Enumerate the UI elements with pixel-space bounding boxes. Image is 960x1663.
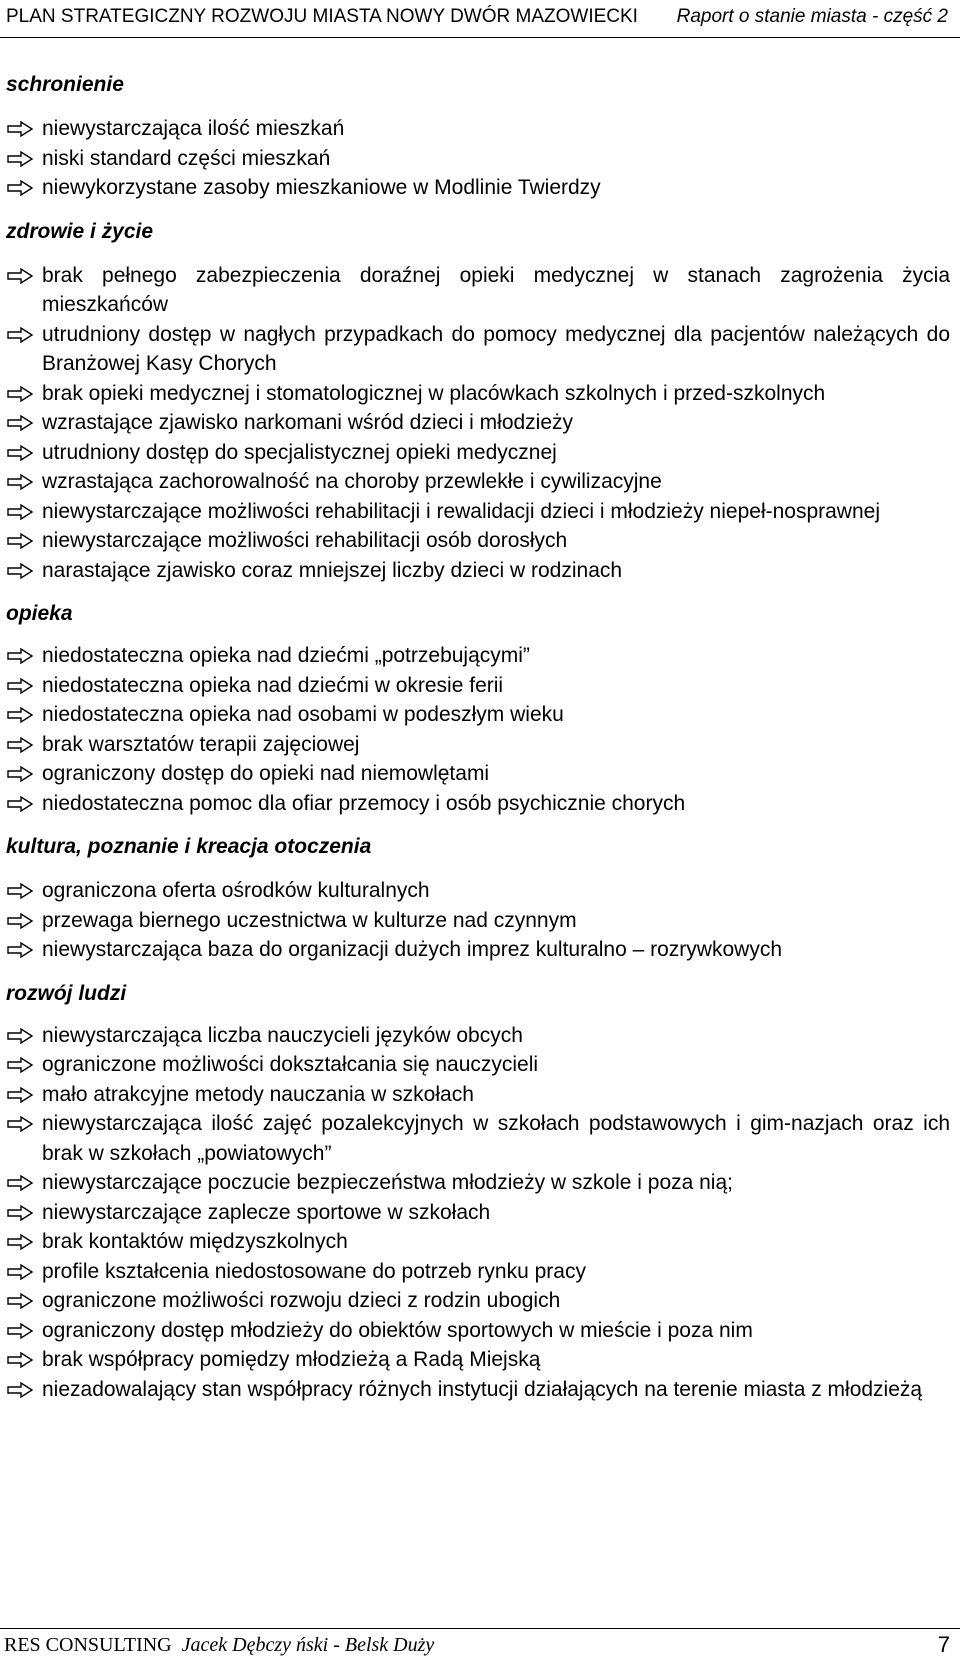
list-item-text: ograniczone możliwości rozwoju dzieci z rodzin ubogich bbox=[42, 1289, 561, 1312]
list-item-text: niewystarczające możliwości rehabilitacji i rewalidacji dzieci i młodzieży niepeł-nosprawnej bbox=[42, 499, 881, 523]
arrow-right-icon bbox=[6, 1205, 34, 1221]
list-item-text: niedostateczna opieka nad dziećmi „potrzebującymi” bbox=[42, 644, 530, 667]
list-item-text: brak współpracy pomiędzy młodzieżą a Radą Miejską bbox=[42, 1348, 541, 1371]
arrow-right-icon bbox=[6, 678, 34, 694]
arrow-right-icon bbox=[6, 1087, 34, 1103]
list-item-text: mało atrakcyjne metody nauczania w szkołach bbox=[42, 1082, 474, 1106]
list-item bbox=[6, 1050, 956, 1080]
list-item bbox=[6, 700, 956, 730]
list-item-text: niewystarczające możliwości rehabilitacji osób dorosłych bbox=[42, 529, 568, 552]
list-item bbox=[6, 1316, 956, 1346]
list-item-text: niewykorzystane zasoby mieszkaniowe w Modlinie Twierdzy bbox=[42, 176, 601, 199]
section-title: kultura, poznanie i kreacja otoczenia bbox=[6, 835, 372, 858]
header-title: PLAN STRATEGICZNY ROZWOJU MIASTA NOWY DWÓR MAZOWIECKI bbox=[6, 6, 638, 27]
list-item-text: ograniczony dostęp do opieki nad niemowlętami bbox=[42, 762, 490, 785]
arrow-right-icon bbox=[6, 1264, 34, 1280]
list-item-text: przewaga biernego uczestnictwa w kulturze nad czynnym bbox=[42, 908, 577, 932]
arrow-right-icon bbox=[6, 1234, 34, 1250]
list-item-text: niedostateczna pomoc dla ofiar przemocy i osób psychicznie chorych bbox=[42, 791, 686, 815]
list-item-text: narastające zjawisko coraz mniejszej liczby dzieci w rodzinach bbox=[42, 558, 623, 582]
arrow-right-icon bbox=[6, 121, 34, 137]
list-item bbox=[6, 730, 956, 760]
section-title: zdrowie i życie bbox=[6, 219, 154, 243]
list-item-text: ograniczony dostęp młodzieży do obiektów sportowych w mieście i poza nim bbox=[42, 1318, 753, 1342]
list-item-text: ograniczone możliwości dokształcania się nauczycieli bbox=[42, 1053, 539, 1076]
list-item-text: profile kształcenia niedostosowane do potrzeb rynku pracy bbox=[42, 1259, 586, 1283]
arrow-right-icon bbox=[6, 942, 34, 958]
list-item bbox=[6, 789, 956, 819]
section-title: opieka bbox=[6, 602, 73, 625]
arrow-right-icon bbox=[6, 504, 34, 520]
list-item-text: brak opieki medycznej i stomatologicznej w placówkach szkolnych i przed-szkolnych bbox=[42, 381, 826, 405]
list-item bbox=[6, 1286, 956, 1316]
arrow-right-icon bbox=[6, 445, 34, 461]
header-subtitle: Raport o stanie miasta - część 2 bbox=[676, 6, 948, 27]
list-item bbox=[6, 1375, 956, 1405]
arrow-right-icon bbox=[6, 913, 34, 929]
list-item bbox=[6, 935, 956, 965]
list-item bbox=[6, 526, 956, 556]
list-item-text: wzrastająca zachorowalność na choroby przewlekłe i cywilizacyjne bbox=[42, 470, 662, 493]
list-item bbox=[6, 876, 956, 906]
section-title: rozwój ludzi bbox=[6, 981, 127, 1005]
arrow-right-icon bbox=[6, 563, 34, 579]
arrow-right-icon bbox=[6, 151, 34, 167]
bullet-list bbox=[6, 1021, 956, 1405]
list-item bbox=[6, 671, 956, 701]
list-item bbox=[6, 114, 956, 144]
list-item bbox=[6, 173, 956, 203]
list-item bbox=[6, 1257, 956, 1287]
list-item bbox=[6, 641, 956, 671]
list-item-text: brak kontaktów międzyszkolnych bbox=[42, 1230, 348, 1253]
list-item-text: niedostateczna opieka nad dziećmi w okresie ferii bbox=[42, 673, 504, 697]
section bbox=[6, 70, 956, 203]
list-item-text: niewystarczająca ilość mieszkań bbox=[42, 117, 345, 140]
list-item bbox=[6, 1080, 956, 1110]
list-item bbox=[6, 320, 956, 379]
list-item-text: utrudniony dostęp w nagłych przypadkach do pomocy medycznej dla pacjentów należących do Branżowej Kasy Chorych bbox=[42, 322, 950, 375]
arrow-right-icon bbox=[6, 1293, 34, 1309]
section bbox=[6, 979, 956, 1405]
page-header bbox=[0, 0, 960, 38]
list-item bbox=[6, 1109, 956, 1168]
bullet-list bbox=[6, 114, 956, 203]
arrow-right-icon bbox=[6, 268, 34, 284]
list-item bbox=[6, 906, 956, 936]
list-item bbox=[6, 261, 956, 320]
arrow-right-icon bbox=[6, 474, 34, 490]
bullet-list bbox=[6, 876, 956, 965]
section bbox=[6, 832, 956, 965]
arrow-right-icon bbox=[6, 180, 34, 196]
arrow-right-icon bbox=[6, 883, 34, 899]
arrow-right-icon bbox=[6, 1352, 34, 1368]
list-item bbox=[6, 1021, 956, 1051]
arrow-right-icon bbox=[6, 533, 34, 549]
list-item bbox=[6, 497, 956, 527]
bullet-list bbox=[6, 641, 956, 818]
list-item-text: niewystarczające zaplecze sportowe w szkołach bbox=[42, 1200, 491, 1224]
arrow-right-icon bbox=[6, 737, 34, 753]
arrow-right-icon bbox=[6, 327, 34, 343]
list-item bbox=[6, 556, 956, 586]
page-number: 7 bbox=[937, 1632, 950, 1657]
document-body bbox=[6, 70, 956, 1404]
list-item-text: utrudniony dostęp do specjalistycznej opieki medycznej bbox=[42, 440, 557, 464]
list-item-text: niewystarczająca baza do organizacji dużych imprez kulturalno – rozrywkowych bbox=[42, 938, 782, 961]
list-item bbox=[6, 1345, 956, 1375]
list-item bbox=[6, 759, 956, 789]
footer-authors: Jacek Dębczy ński - Belsk Duży bbox=[181, 1634, 435, 1656]
section bbox=[6, 217, 956, 586]
list-item-text: niewystarczające poczucie bezpieczeństwa młodzieży w szkole i poza nią; bbox=[42, 1171, 733, 1194]
arrow-right-icon bbox=[6, 1323, 34, 1339]
section-title: schronienie bbox=[6, 73, 124, 96]
list-item-text: brak pełnego zabezpieczenia doraźnej opieki medycznej w stanach zagrożenia życia mieszkańców bbox=[42, 263, 950, 316]
list-item-text: niewystarczająca ilość zajęć pozalekcyjnych w szkołach podstawowych i gim-nazjach oraz ich brak w szkołach „powiatowych” bbox=[42, 1112, 950, 1165]
footer-company: RES CONSULTING bbox=[4, 1634, 172, 1656]
list-item-text: niski standard części mieszkań bbox=[42, 146, 331, 170]
list-item bbox=[6, 467, 956, 497]
list-item bbox=[6, 144, 956, 174]
footer-divider bbox=[0, 1628, 960, 1629]
bullet-list bbox=[6, 261, 956, 586]
footer-credits bbox=[4, 1634, 434, 1657]
arrow-right-icon bbox=[6, 707, 34, 723]
list-item-text: niezadowalający stan współpracy różnych instytucji działających na terenie miasta z młodzieżą bbox=[42, 1377, 923, 1401]
arrow-right-icon bbox=[6, 1382, 34, 1398]
list-item bbox=[6, 438, 956, 468]
arrow-right-icon bbox=[6, 1175, 34, 1191]
list-item bbox=[6, 1227, 956, 1257]
list-item-text: brak warsztatów terapii zajęciowej bbox=[42, 732, 360, 756]
arrow-right-icon bbox=[6, 1057, 34, 1073]
list-item bbox=[6, 1168, 956, 1198]
section bbox=[6, 599, 956, 818]
list-item bbox=[6, 408, 956, 438]
arrow-right-icon bbox=[6, 766, 34, 782]
arrow-right-icon bbox=[6, 1028, 34, 1044]
list-item bbox=[6, 379, 956, 409]
arrow-right-icon bbox=[6, 386, 34, 402]
list-item-text: niedostateczna opieka nad osobami w podeszłym wieku bbox=[42, 703, 564, 726]
list-item bbox=[6, 1198, 956, 1228]
arrow-right-icon bbox=[6, 648, 34, 664]
arrow-right-icon bbox=[6, 796, 34, 812]
arrow-right-icon bbox=[6, 415, 34, 431]
arrow-right-icon bbox=[6, 1116, 34, 1132]
list-item-text: ograniczona oferta ośrodków kulturalnych bbox=[42, 879, 430, 902]
list-item-text: wzrastające zjawisko narkomani wśród dzieci i młodzieży bbox=[42, 411, 574, 434]
list-item-text: niewystarczająca liczba nauczycieli języków obcych bbox=[42, 1023, 523, 1047]
